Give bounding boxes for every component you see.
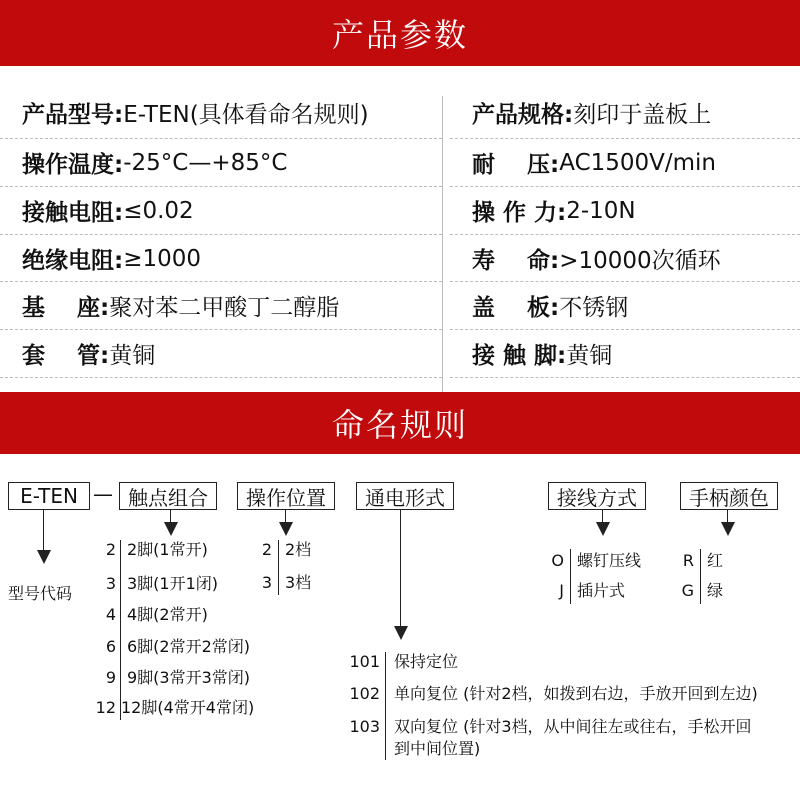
- spec-label: 套 管:: [22, 343, 110, 369]
- spec-row: [472, 235, 721, 282]
- row-divider: [450, 329, 800, 330]
- arrow-down-icon: [164, 522, 178, 536]
- row-divider: [0, 377, 442, 378]
- spec-value: E-TEN(具体看命名规则): [123, 102, 369, 128]
- contact-code: 4: [105, 605, 116, 624]
- power-desc: 双向复位 (针对3档，从中间往左或往右，手松开回: [394, 717, 752, 736]
- spec-value: 聚对苯二甲酸丁二醇脂: [109, 295, 340, 321]
- row-divider: [0, 281, 442, 282]
- spec-table: [0, 66, 800, 392]
- contact-label: 触点组合: [128, 485, 208, 510]
- list-divider: [700, 549, 701, 604]
- spec-value: >10000次循环: [559, 248, 721, 274]
- list-divider: [278, 540, 279, 595]
- row-divider: [450, 138, 800, 139]
- row-divider: [450, 377, 800, 378]
- row-divider: [450, 186, 800, 187]
- model-code-box: [8, 482, 90, 510]
- contact-code: 3: [105, 574, 116, 593]
- spec-row: [472, 139, 716, 186]
- spec-row: [22, 187, 194, 234]
- wiring-desc: 螺钉压线: [577, 551, 642, 570]
- power-desc: 单向复位 (针对2档，如拨到右边，手放开回到左边): [394, 684, 758, 703]
- wiring-desc: 插片式: [577, 581, 626, 600]
- contact-code: 6: [105, 637, 116, 656]
- contact-desc: 9脚(3常开3常闭): [127, 668, 251, 687]
- spec-row: [22, 235, 201, 282]
- spec-row: [22, 330, 155, 377]
- spec-row: [22, 282, 339, 329]
- spec-value: 黄铜: [566, 343, 613, 369]
- contact-desc: 6脚(2常开2常闭): [127, 637, 251, 656]
- wiring-code: O: [551, 551, 564, 570]
- list-divider: [385, 652, 386, 760]
- spec-label: 产品型号:: [22, 102, 124, 128]
- power-box: [356, 482, 454, 510]
- row-divider: [450, 281, 800, 282]
- contact-desc: 3脚(1开1闭): [127, 574, 219, 593]
- row-divider: [0, 234, 442, 235]
- spec-label: 基 座:: [22, 295, 110, 321]
- position-label: 操作位置: [246, 485, 326, 510]
- spec-row: [22, 139, 287, 186]
- row-divider: [0, 138, 442, 139]
- power-code: 102: [349, 684, 380, 703]
- spec-label: 绝缘电阻:: [22, 248, 124, 274]
- spec-row: [472, 282, 628, 329]
- column-divider: [442, 96, 443, 396]
- arrow-line: [43, 510, 44, 552]
- model-code-desc: 型号代码: [8, 584, 73, 603]
- separator-dash: —: [93, 482, 113, 506]
- arrow-down-icon: [279, 522, 293, 536]
- list-divider: [120, 540, 121, 720]
- spec-label: 耐 压:: [472, 152, 560, 178]
- contact-code: 12: [95, 698, 116, 717]
- row-divider: [450, 234, 800, 235]
- color-desc: 红: [707, 551, 724, 570]
- spec-value: 不锈钢: [559, 295, 629, 321]
- position-code: 3: [261, 573, 272, 592]
- position-box: [237, 482, 335, 510]
- spec-label: 接 触 脚:: [472, 343, 567, 369]
- arrow-down-icon: [394, 626, 408, 640]
- arrow-down-icon: [596, 522, 610, 536]
- position-desc: 3档: [285, 573, 312, 592]
- spec-value: 刻印于盖板上: [573, 102, 712, 128]
- spec-value: 2-10N: [566, 197, 636, 224]
- color-code: G: [681, 581, 694, 600]
- power-label: 通电形式: [365, 485, 445, 510]
- params-banner: [0, 0, 800, 66]
- color-desc: 绿: [707, 581, 724, 600]
- contact-desc: 4脚(2常开): [127, 605, 208, 624]
- arrow-down-icon: [721, 522, 735, 536]
- spec-row: [472, 187, 636, 234]
- color-label: 手柄颜色: [689, 485, 769, 510]
- naming-banner: [0, 392, 800, 454]
- model-code-label: E-TEN: [20, 484, 78, 508]
- color-box: [680, 482, 778, 510]
- spec-row: [472, 330, 612, 377]
- spec-value: 黄铜: [109, 343, 156, 369]
- spec-value: ≤0.02: [123, 197, 194, 224]
- position-desc: 2档: [285, 540, 312, 559]
- spec-value: AC1500V/min: [559, 149, 717, 176]
- power-desc-cont: 到中间位置): [394, 739, 481, 758]
- spec-label: 操 作 力:: [472, 200, 567, 226]
- spec-label: 接触电阻:: [22, 200, 124, 226]
- arrow-down-icon: [37, 550, 51, 564]
- wiring-label: 接线方式: [557, 485, 637, 510]
- naming-title: 命名规则: [331, 406, 468, 444]
- params-title: 产品参数: [331, 16, 468, 54]
- contact-code: 2: [105, 540, 116, 559]
- power-code: 101: [349, 652, 380, 671]
- row-divider: [0, 329, 442, 330]
- spec-label: 盖 板:: [472, 295, 560, 321]
- power-code: 103: [349, 717, 380, 736]
- wiring-box: [548, 482, 646, 510]
- spec-row: [22, 89, 369, 136]
- contact-desc: 12脚(4常开4常闭): [121, 698, 255, 717]
- contact-desc: 2脚(1常开): [127, 540, 208, 559]
- contact-box: [119, 482, 217, 510]
- spec-value: ≥1000: [123, 245, 202, 272]
- spec-label: 产品规格:: [472, 102, 574, 128]
- list-divider: [570, 549, 571, 604]
- color-code: R: [682, 551, 694, 570]
- spec-row: [472, 89, 711, 136]
- row-divider: [0, 186, 442, 187]
- wiring-code: J: [559, 581, 564, 600]
- position-code: 2: [261, 540, 272, 559]
- spec-label: 操作温度:: [22, 152, 124, 178]
- power-desc: 保持定位: [394, 652, 459, 671]
- arrow-line: [400, 510, 401, 628]
- spec-value: -25°C—+85°C: [123, 149, 288, 176]
- contact-code: 9: [105, 668, 116, 687]
- spec-label: 寿 命:: [472, 248, 560, 274]
